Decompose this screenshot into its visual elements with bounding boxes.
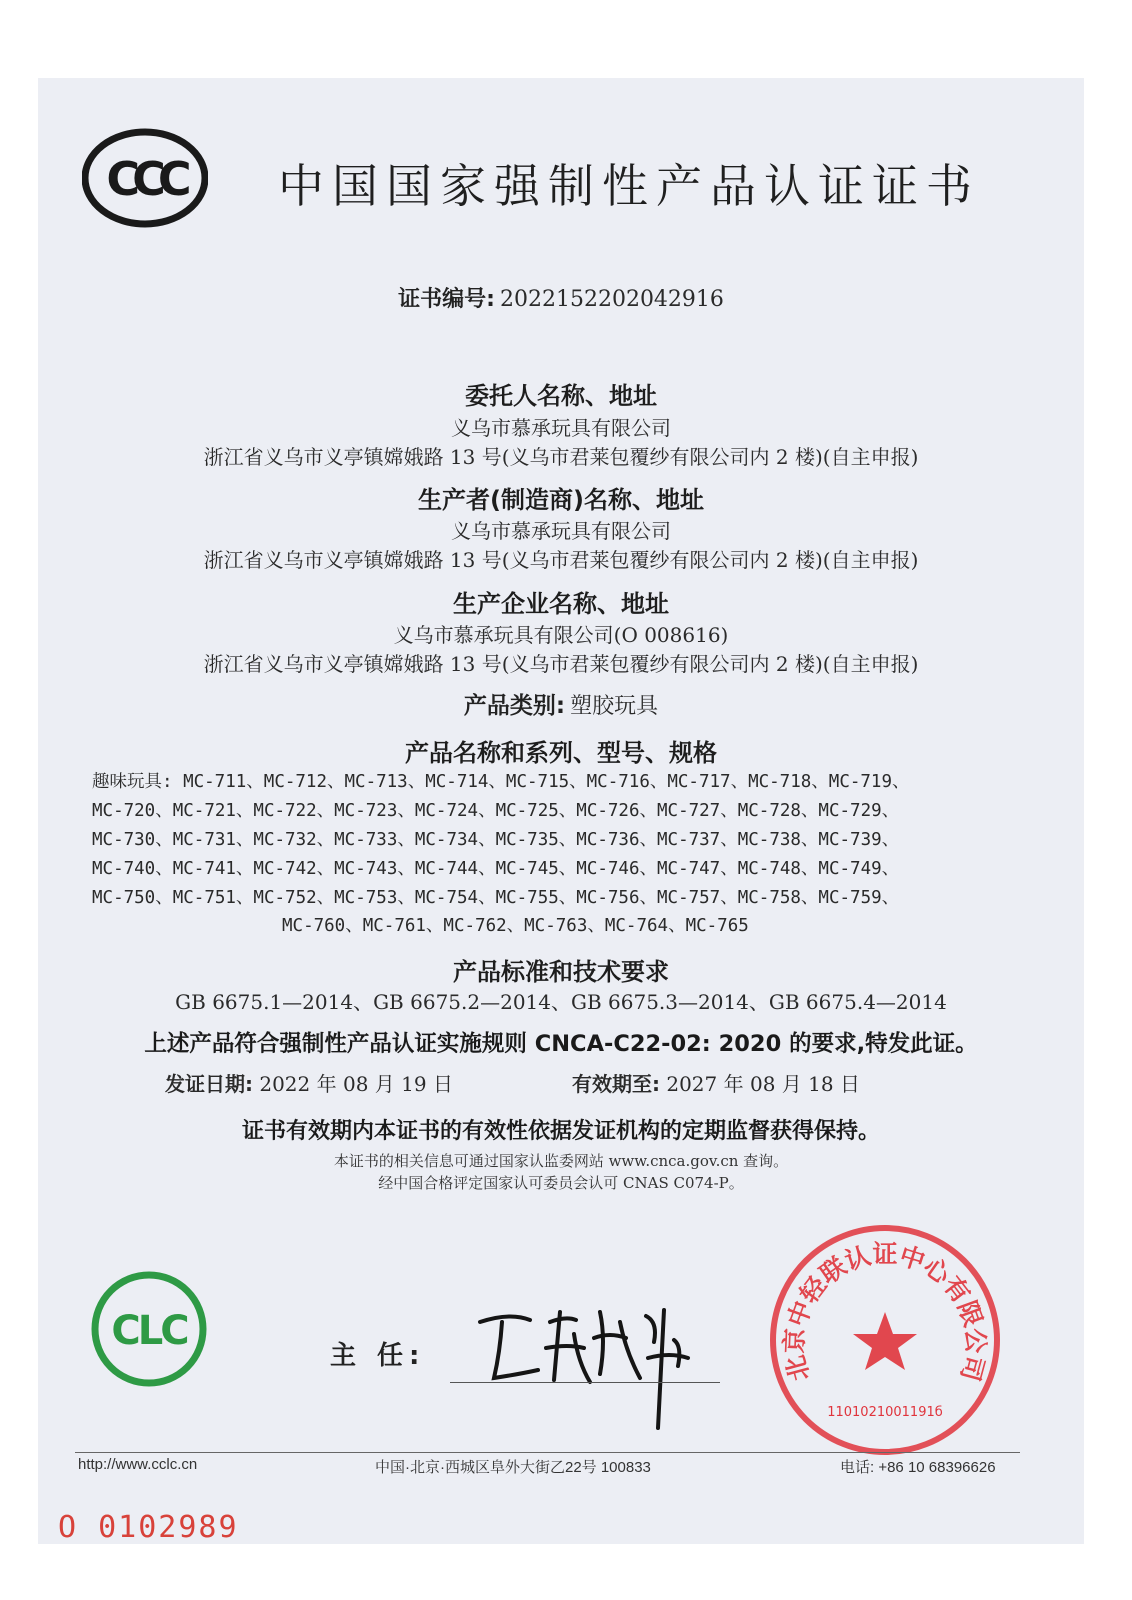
seal-text: 北京中轻联认证中心有限公司 — [779, 1239, 991, 1385]
applicant-name: 义乌市慕承玩具有限公司 — [451, 416, 671, 440]
product-models-line-1: 趣味玩具: MC-711、MC-712、MC-713、MC-714、MC-715、MC-716、MC-717、MC-718、MC-719、 — [92, 772, 910, 792]
issue-date-label: 发证日期: — [165, 1072, 253, 1096]
product-models-line-2: MC-720、MC-721、MC-722、MC-723、MC-724、MC-725、MC-726、MC-727、MC-728、MC-729、 — [92, 801, 900, 821]
director-label: 主 任: — [330, 1341, 426, 1371]
product-category-value: 塑胶玩具 — [570, 694, 659, 719]
product-category-row — [38, 687, 1084, 720]
product-models-line-5: MC-750、MC-751、MC-752、MC-753、MC-754、MC-755、MC-756、MC-757、MC-758、MC-759、 — [92, 888, 900, 908]
footer-website[interactable]: http://www.cclc.cn — [78, 1456, 198, 1473]
factory-address: 浙江省义乌市义亭镇嫦娥路 13 号(义乌市君莱包覆纱有限公司内 2 楼)(自主申报) — [203, 652, 919, 676]
signature-line — [450, 1382, 720, 1383]
manufacturer-heading: 生产者(制造商)名称、地址 — [418, 486, 704, 514]
product-category-label: 产品类别: — [463, 693, 566, 719]
factory-name: 义乌市慕承玩具有限公司(O 008616) — [393, 623, 729, 647]
product-models-line-3: MC-730、MC-731、MC-732、MC-733、MC-734、MC-735、MC-736、MC-737、MC-738、MC-739、 — [92, 830, 900, 850]
ccc-logo-icon — [82, 128, 208, 228]
certificate-number-value: 2022152202042916 — [499, 287, 724, 312]
product-models-line-6: MC-760、MC-761、MC-762、MC-763、MC-764、MC-765 — [282, 916, 749, 936]
manufacturer-name: 义乌市慕承玩具有限公司 — [451, 519, 671, 543]
footer-phone: 电话: +86 10 68396626 — [840, 1459, 996, 1476]
expiry-date-value: 2027 年 08 月 18 日 — [666, 1072, 860, 1096]
footer-divider — [75, 1452, 1020, 1453]
standards-value: GB 6675.1—2014、GB 6675.2—2014、GB 6675.3—2014、GB 6675.4—2014 — [175, 990, 947, 1014]
expiry-date-label: 有效期至: — [572, 1072, 660, 1096]
certificate-number-row — [38, 282, 1084, 313]
certificate-number-label: 证书编号: — [398, 287, 495, 312]
official-seal-icon — [765, 1220, 1005, 1460]
issue-date-value: 2022 年 08 月 19 日 — [259, 1072, 453, 1096]
compliance-statement: 上述产品符合强制性产品认证实施规则 CNCA-C22-02: 2020 的要求,特发此证。 — [144, 1031, 978, 1057]
applicant-heading: 委托人名称、地址 — [465, 382, 657, 410]
certificate-title: 中国国家强制性产品认证证书 — [278, 159, 980, 213]
validity-note: 证书有效期内本证书的有效性依据发证机构的定期监督获得保持。 — [241, 1119, 880, 1144]
footer-address: 中国·北京·西城区阜外大街乙22号 100833 — [375, 1459, 651, 1476]
svg-text:北京中轻联认证中心有限公司 — [780, 1240, 991, 1384]
manufacturer-address: 浙江省义乌市义亭镇嫦娥路 13 号(义乌市君莱包覆纱有限公司内 2 楼)(自主申报) — [203, 548, 919, 572]
accreditation-note: 经中国合格评定国家认可委员会认可 CNAS C074-P。 — [378, 1174, 744, 1192]
seal-number: 1101021001191б — [827, 1405, 943, 1420]
product-models-line-4: MC-740、MC-741、MC-742、MC-743、MC-744、MC-745、MC-746、MC-747、MC-748、MC-749、 — [92, 859, 900, 879]
website-note: 本证书的相关信息可通过国家认监委网站 www.cnca.gov.cn 查询。 — [333, 1152, 789, 1170]
clc-logo-icon — [90, 1270, 208, 1388]
serial-number: O 0102989 — [58, 1510, 239, 1545]
issue-date-row — [165, 1068, 453, 1097]
expiry-date-row — [572, 1068, 860, 1097]
product-models-heading: 产品名称和系列、型号、规格 — [405, 739, 717, 767]
ccc-logo-text: CCC — [106, 152, 184, 206]
clc-logo-text: CLC — [111, 1308, 187, 1354]
applicant-address: 浙江省义乌市义亭镇嫦娥路 13 号(义乌市君莱包覆纱有限公司内 2 楼)(自主申报) — [203, 445, 919, 469]
signature-icon — [450, 1282, 720, 1432]
factory-heading: 生产企业名称、地址 — [453, 590, 669, 618]
standards-heading: 产品标准和技术要求 — [453, 958, 669, 986]
